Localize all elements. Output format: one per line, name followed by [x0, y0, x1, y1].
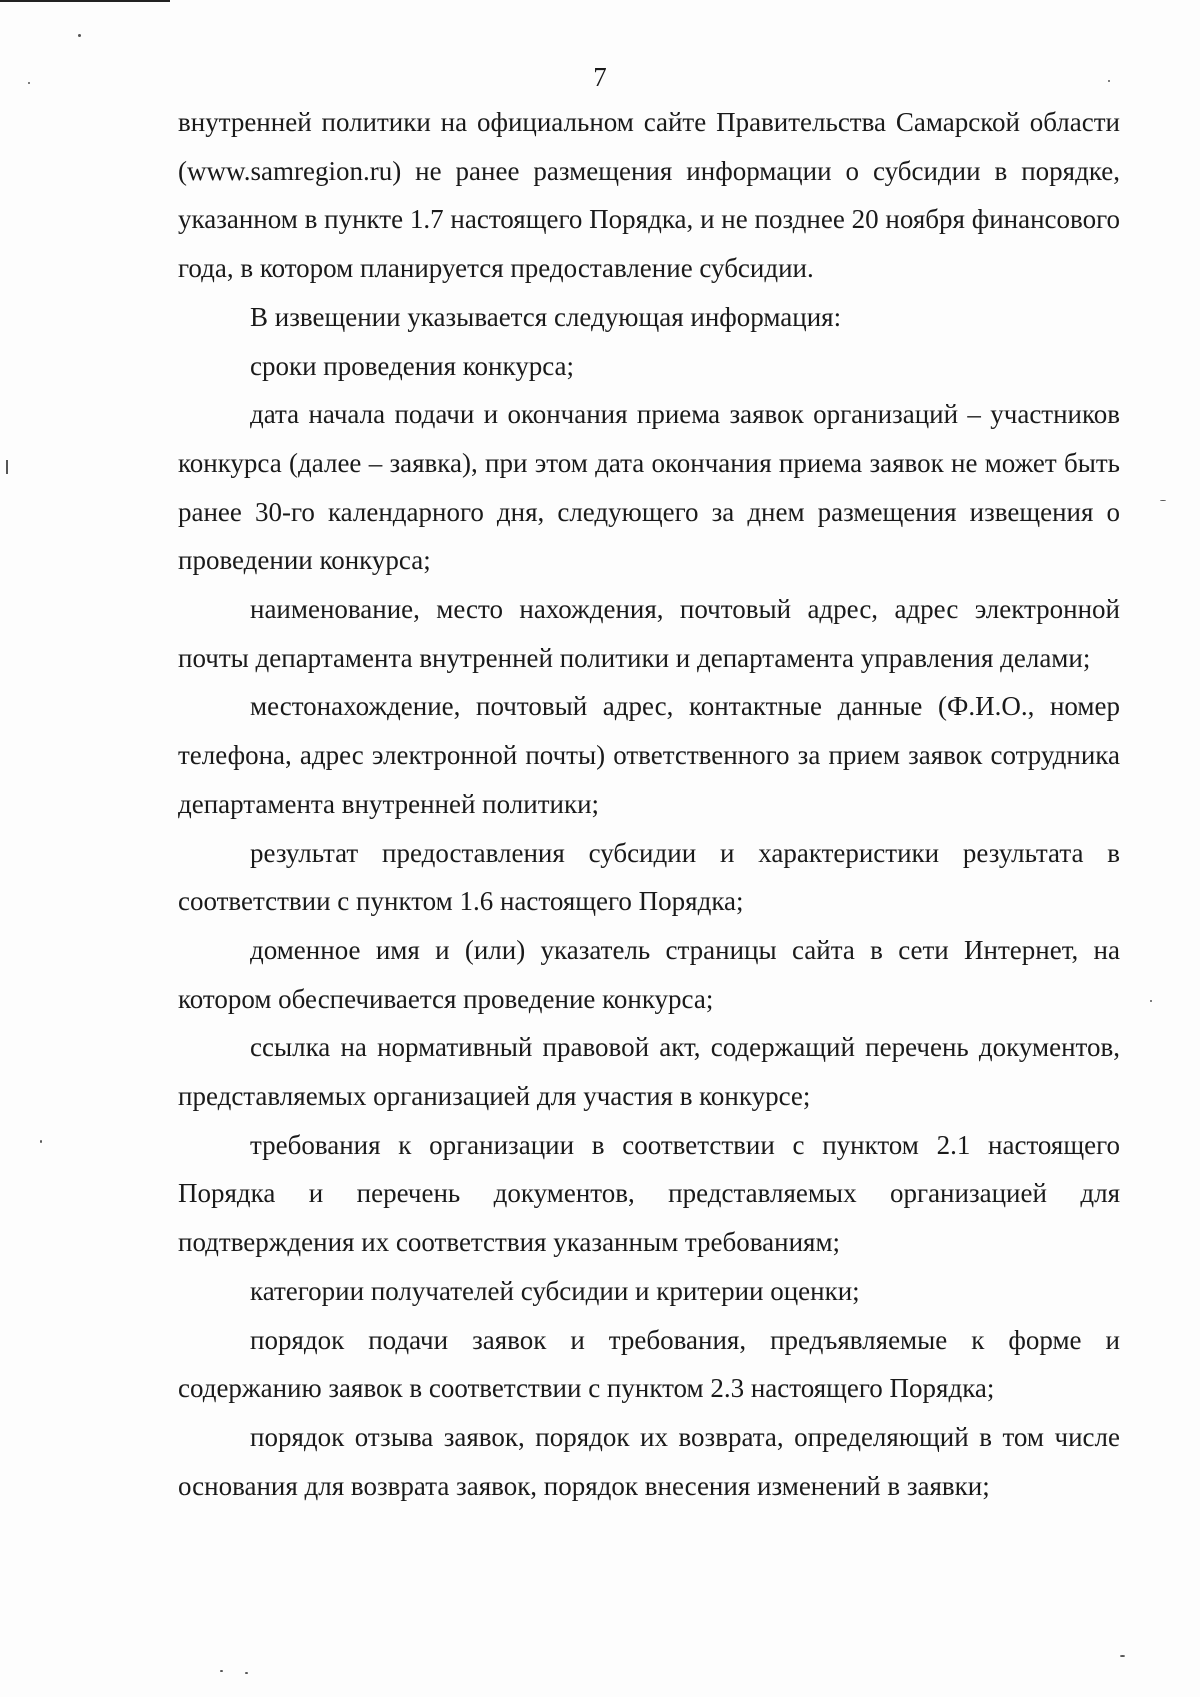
paragraph-subsidy-result: результат предоставления субсидии и характеристики результата в соответствии с пунктом 1.6 настоящего Порядка;	[178, 837, 1120, 917]
paragraph-contest-terms: сроки проведения конкурса;	[250, 350, 574, 381]
scan-speck	[6, 460, 8, 474]
scan-speck	[28, 82, 30, 84]
paragraph-withdrawal-procedure: порядок отзыва заявок, порядок их возврата, определяющий в том числе основания для возврата заявок, порядок внесения изменений в заявки;	[178, 1421, 1120, 1501]
paragraph-department-addresses: наименование, место нахождения, почтовый адрес, адрес электронной почты департамента внутренней политики и департамента управления делами;	[178, 594, 1120, 673]
scan-speck	[1160, 500, 1166, 501]
scan-speck	[40, 1140, 42, 1143]
paragraph-normative-act: ссылка на нормативный правовой акт, содержащий перечень документов, представляемых организацией для участия в конкурсе;	[178, 1032, 1120, 1112]
paragraph-recipient-categories: категории получателей субсидии и критерии оценки;	[250, 1275, 860, 1306]
paragraph-submission-procedure: порядок подачи заявок и требования, предъявляемые к форме и содержанию заявок в соответствии с пунктом 2.3 настоящего Порядка;	[178, 1324, 1120, 1404]
paragraph-continuation: внутренней политики на официальном сайте Правительства Самарской области (www.samregion.ru) не ранее размещения информации о субсидии в порядке, указанном в пункте 1.7 настоящего Порядка, и не позднее 20 ноября финансового года, в котором планируется предоставление субсидии.	[178, 107, 1120, 284]
document-body	[178, 98, 1120, 1510]
scan-speck	[1120, 1655, 1125, 1657]
page-number: 7	[593, 62, 607, 92]
paragraph-organization-requirements: требования к организации в соответствии с пунктом 2.1 настоящего Порядка и перечень документов, представляемых организацией для подтверждения их соответствия указанным требованиям;	[178, 1129, 1120, 1258]
paragraph-domain-name: доменное имя и (или) указатель страницы сайта в сети Интернет, на котором обеспечивается проведение конкурса;	[178, 934, 1120, 1014]
scan-speck	[220, 1670, 223, 1672]
scan-speck	[245, 1672, 248, 1674]
paragraph-contact-person: местонахождение, почтовый адрес, контактные данные (Ф.И.О., номер телефона, адрес электронной почты) ответственного за прием заявок сотрудника департамента внутренней политики;	[178, 691, 1120, 819]
scan-speck	[1108, 80, 1110, 82]
scan-edge-line	[0, 0, 170, 2]
paragraph-application-dates: дата начала подачи и окончания приема заявок организаций – участников конкурса (далее – заявка), при этом дата окончания приема заявок не может быть ранее 30-го календарного дня, следующего за днем размещения извещения о проведении конкурса;	[178, 399, 1120, 576]
scan-speck	[1150, 1000, 1152, 1002]
scan-speck	[78, 34, 81, 37]
paragraph-notice-info: В извещении указывается следующая информация:	[250, 301, 842, 332]
